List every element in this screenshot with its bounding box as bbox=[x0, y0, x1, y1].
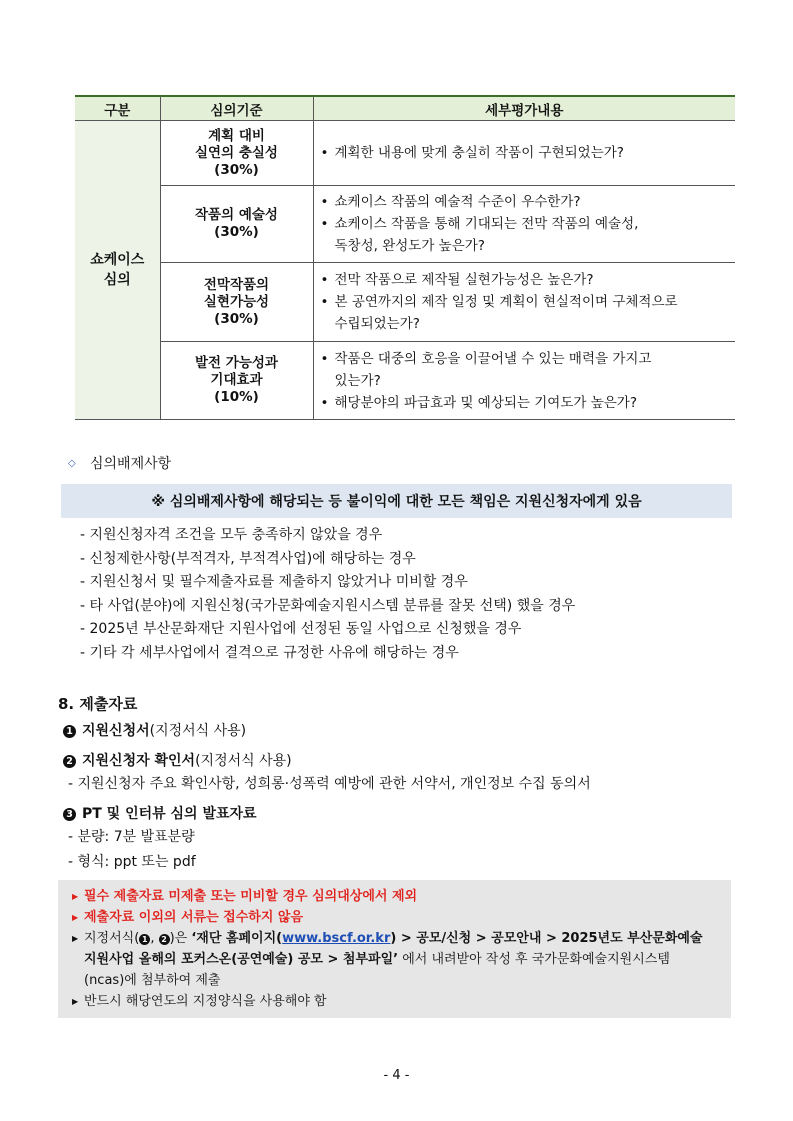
bullet-icon: • bbox=[320, 350, 329, 367]
exclusion-notice: ※ 심의배제사항에 해당되는 등 불이익에 대한 모든 책임은 지원신청자에게 있음 bbox=[61, 484, 732, 518]
criterion-cell bbox=[160, 121, 313, 186]
details-cell bbox=[313, 186, 735, 263]
details-cell bbox=[313, 342, 735, 420]
table-header-row bbox=[75, 96, 735, 121]
list-item bbox=[321, 269, 736, 291]
note-required bbox=[72, 886, 417, 907]
criterion-cell bbox=[160, 263, 313, 342]
note-text: )은 bbox=[169, 931, 192, 946]
note-current-form bbox=[72, 991, 327, 1012]
table-row bbox=[75, 263, 735, 342]
criterion-label: 발전 가능성과 기대효과 (10%) bbox=[195, 355, 278, 405]
submission-item-title: 지원신청서 bbox=[82, 723, 150, 739]
list-item: - 지원신청자격 조건을 모두 충족하지 않았을 경우 bbox=[80, 527, 383, 543]
bullet-icon: • bbox=[320, 145, 329, 161]
details-cell bbox=[313, 263, 735, 342]
bullet-icon: • bbox=[320, 294, 329, 310]
detail-text: 쇼케이스 작품의 예술적 수준이 우수한가? bbox=[334, 194, 581, 210]
list-item: - 기타 각 세부사업에서 결격으로 규정한 사유에 해당하는 경우 bbox=[80, 644, 459, 661]
note-text: (ncas)에 첨부하여 제출 bbox=[84, 973, 221, 988]
list-item bbox=[321, 213, 736, 257]
note-path: ) > 공모/신청 > 공모안내 > 2025년도 부산문화예술 bbox=[390, 931, 703, 946]
list-item: - 2025년 부산문화재단 지원사업에 선정된 동일 사업으로 신청했을 경우 bbox=[80, 621, 522, 638]
note-text: 반드시 해당연도의 지정양식을 사용해야 함 bbox=[84, 994, 327, 1009]
submission-detail: - 형식: ppt 또는 pdf bbox=[68, 854, 196, 870]
table-row bbox=[75, 121, 735, 186]
note-text: 지정서식( bbox=[84, 931, 140, 946]
category-cell bbox=[75, 121, 160, 420]
number-1-icon: 1 bbox=[63, 725, 76, 738]
note-extra-docs bbox=[72, 907, 303, 928]
submission-detail: - 분량: 7분 발표분량 bbox=[68, 829, 195, 845]
note-path: 지원사업 올해의 포커스온(공연예술) 공모 > 첨부파일’ bbox=[84, 952, 399, 967]
number-3-icon: 3 bbox=[63, 808, 76, 821]
list-item bbox=[321, 291, 736, 335]
number-2-icon: 2 bbox=[63, 755, 76, 768]
submission-item-note: (지정서식 사용) bbox=[149, 723, 247, 739]
category-label: 쇼케이스 심의 bbox=[90, 252, 145, 288]
submission-item bbox=[63, 750, 292, 770]
exclusion-heading bbox=[68, 453, 171, 473]
bullet-icon: • bbox=[320, 216, 329, 232]
detail-text: 본 공연까지의 제작 일정 및 계획이 현실적이며 구체적으로 수립되었는가? bbox=[334, 294, 678, 332]
list-item: - 신청제한사항(부적격자, 부적격사업)에 해당하는 경우 bbox=[80, 550, 416, 567]
criterion-label: 전막작품의 실현가능성 (30%) bbox=[203, 276, 270, 327]
notes-box bbox=[58, 880, 731, 1018]
detail-text: 작품은 대중의 호응을 이끌어낼 수 있는 매력을 가지고 있는가? bbox=[334, 350, 652, 389]
detail-text: 전막 작품으로 제작될 실현가능성은 높은가? bbox=[334, 272, 594, 288]
submission-item-title: 지원신청자 확인서 bbox=[82, 753, 196, 769]
details-cell bbox=[313, 121, 735, 186]
list-item: - 타 사업(분야)에 지원신청(국가문화예술지원시스템 분류를 잘못 선택) 했을 경우 bbox=[80, 597, 576, 614]
list-item bbox=[321, 142, 736, 164]
bullet-icon: • bbox=[320, 394, 329, 411]
submission-item bbox=[63, 720, 246, 740]
note-text: 필수 제출자료 미제출 또는 미비할 경우 심의대상에서 제외 bbox=[84, 889, 418, 904]
number-2-icon: 2 bbox=[159, 934, 170, 945]
submission-detail: - 지원신청자 주요 확인사항, 성희롱·성폭력 예방에 관한 서약서, 개인정보 수집 동의서 bbox=[68, 776, 591, 792]
detail-text: 해당분야의 파급효과 및 예상되는 기여도가 높은가? bbox=[334, 394, 637, 411]
homepage-link[interactable]: www.bscf.or.kr bbox=[282, 931, 391, 946]
note-path: ‘재단 홈페이지( bbox=[191, 931, 283, 946]
list-item bbox=[321, 348, 736, 392]
section-title: 8. 제출자료 bbox=[58, 695, 138, 713]
header-category: 구분 bbox=[75, 96, 160, 121]
list-item bbox=[321, 392, 736, 414]
diamond-icon: ◇ bbox=[68, 457, 76, 469]
exclusion-list bbox=[80, 524, 740, 666]
bullet-icon: • bbox=[320, 194, 329, 210]
submission-item-title: PT 및 인터뷰 심의 발표자료 bbox=[82, 806, 257, 822]
triangle-bullet-icon: ▶ bbox=[72, 913, 79, 922]
note-text: 제출자료 이외의 서류는 접수하지 않음 bbox=[84, 910, 304, 925]
note-text: , bbox=[150, 931, 159, 946]
list-item bbox=[321, 191, 736, 213]
criterion-label: 계획 대비 실연의 충실성 (30%) bbox=[195, 127, 278, 178]
criterion-cell bbox=[160, 342, 313, 420]
note-text: 에서 내려받아 작성 후 국가문화예술지원시스템 bbox=[398, 952, 670, 967]
criterion-label: 작품의 예술성 (30%) bbox=[195, 207, 278, 240]
triangle-bullet-icon: ▶ bbox=[72, 997, 79, 1006]
page-number: - 4 - bbox=[383, 1068, 410, 1083]
number-1-icon: 1 bbox=[139, 934, 150, 945]
evaluation-table bbox=[75, 95, 735, 420]
header-details: 세부평가내용 bbox=[313, 96, 735, 121]
submission-item-note: (지정서식 사용) bbox=[195, 753, 292, 769]
table-row bbox=[75, 342, 735, 420]
triangle-bullet-icon: ▶ bbox=[72, 892, 79, 901]
triangle-bullet-icon: ▶ bbox=[72, 934, 79, 943]
note-form-download bbox=[72, 928, 732, 991]
detail-text: 계획한 내용에 맞게 충실히 작품이 구현되었는가? bbox=[334, 145, 624, 161]
header-criterion: 심의기준 bbox=[160, 96, 313, 121]
table-row bbox=[75, 186, 735, 263]
list-item: - 지원신청서 및 필수제출자료를 제출하지 않았거나 미비할 경우 bbox=[80, 574, 468, 591]
submission-item bbox=[63, 803, 257, 823]
exclusion-heading-text: 심의배제사항 bbox=[90, 456, 172, 472]
criterion-cell bbox=[160, 186, 313, 263]
detail-text: 쇼케이스 작품을 통해 기대되는 전막 작품의 예술성, 독창성, 완성도가 높은가? bbox=[334, 216, 639, 254]
bullet-icon: • bbox=[320, 272, 329, 288]
